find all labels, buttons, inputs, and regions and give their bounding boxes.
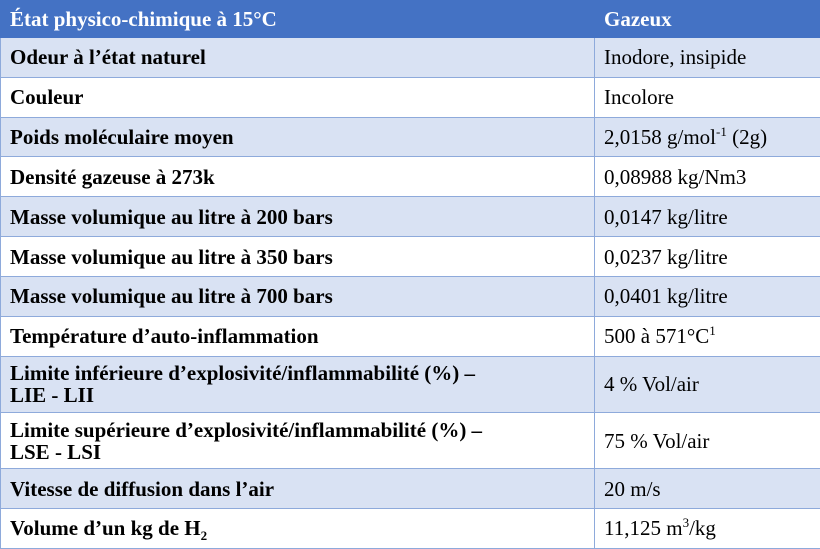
property-subscript: 2 [200, 528, 208, 544]
property-value [595, 316, 820, 356]
property-value: 0,0147 kg/litre [595, 197, 820, 237]
property-label-line1: Limite supérieure d’explosivité/inflammabilité (%) – [10, 417, 483, 442]
property-value: 0,0237 kg/litre [595, 237, 820, 277]
property-value: 4 % Vol/air [595, 356, 820, 412]
table-row [1, 117, 820, 157]
property-label: Masse volumique au litre à 200 bars [1, 197, 595, 237]
property-value [595, 117, 820, 157]
value-exponent: -1 [716, 123, 727, 139]
value-exponent: 3 [682, 515, 690, 531]
property-label [1, 412, 595, 468]
table-row [1, 412, 820, 468]
property-label: Masse volumique au litre à 350 bars [1, 237, 595, 277]
value-main: 500 à 571°C [604, 324, 710, 349]
property-label: Poids moléculaire moyen [1, 117, 595, 157]
table-row [1, 197, 820, 237]
footnote-marker: 1 [709, 323, 716, 339]
table-row [1, 37, 820, 77]
property-label [1, 356, 595, 412]
property-value [595, 508, 820, 548]
property-label: Vitesse de diffusion dans l’air [1, 469, 595, 509]
property-label: Odeur à l’état naturel [1, 37, 595, 77]
property-label-line1: Limite inférieure d’explosivité/inflammabilité (%) – [10, 361, 476, 386]
property-label-main: Volume d’un kg de H [10, 516, 201, 541]
table-row [1, 237, 820, 277]
header-value: Gazeux [595, 1, 820, 38]
value-tail: (2g) [726, 124, 768, 149]
property-label: Température d’auto-inflammation [1, 316, 595, 356]
table-row [1, 356, 820, 412]
property-label: Couleur [1, 77, 595, 117]
property-value: Inodore, insipide [595, 37, 820, 77]
table-row [1, 469, 820, 509]
property-value: 20 m/s [595, 469, 820, 509]
property-value: 0,0401 kg/litre [595, 276, 820, 316]
property-label-line2: LSE - LSI [10, 439, 102, 464]
property-value: 75 % Vol/air [595, 412, 820, 468]
table-row [1, 77, 820, 117]
property-label [1, 508, 595, 548]
header-property: État physico-chimique à 15°C [1, 1, 595, 38]
value-tail: /kg [689, 516, 716, 541]
table-row [1, 508, 820, 548]
table-row [1, 276, 820, 316]
property-value: 0,08988 kg/Nm3 [595, 157, 820, 197]
property-label-line2: LIE - LII [10, 383, 95, 408]
property-label: Densité gazeuse à 273k [1, 157, 595, 197]
table-header-row [1, 1, 820, 38]
property-label: Masse volumique au litre à 700 bars [1, 276, 595, 316]
property-value: Incolore [595, 77, 820, 117]
table-row [1, 316, 820, 356]
table-row [1, 157, 820, 197]
value-main: 2,0158 g/mol [604, 124, 717, 149]
value-main: 11,125 m [604, 516, 683, 541]
